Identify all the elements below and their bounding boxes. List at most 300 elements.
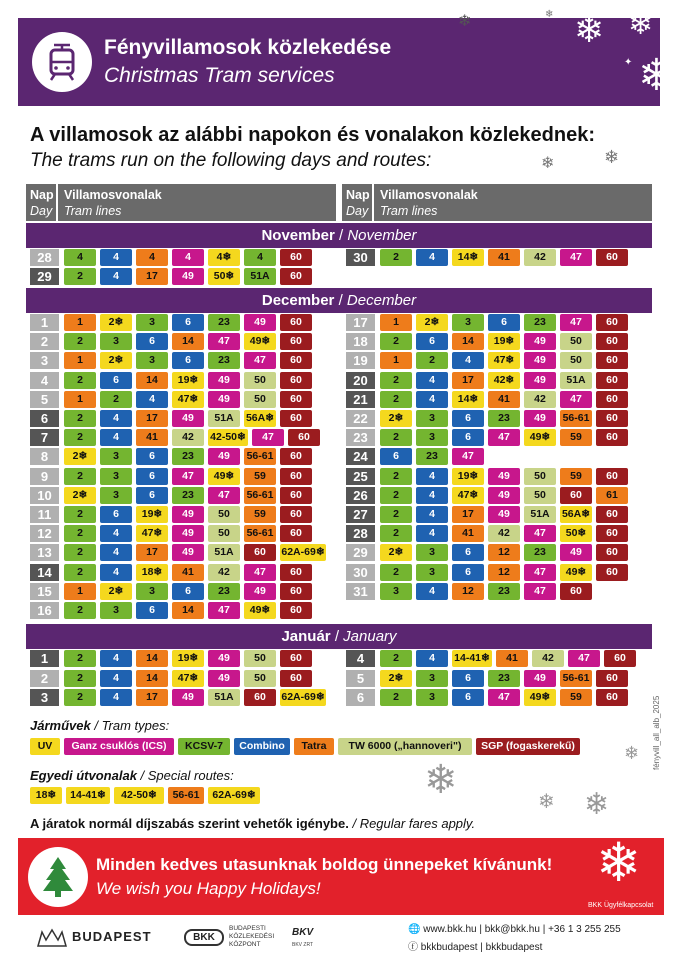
day-cell: 28: [30, 249, 59, 266]
line-tag: 60: [280, 602, 312, 619]
line-tag: 3: [100, 602, 132, 619]
line-tag: 2: [64, 670, 96, 687]
line-tag: 60: [280, 268, 312, 285]
line-tag: 4❄: [208, 249, 240, 266]
line-tag: 50: [560, 352, 592, 369]
line-tag: 2: [64, 333, 96, 350]
line-tag: 18❄: [136, 564, 168, 581]
line-tag: 6: [452, 564, 484, 581]
line-tag: 2❄: [64, 448, 96, 465]
special-route: 14-41❄: [66, 787, 110, 804]
line-tag: 2: [380, 333, 412, 350]
line-tag: 60: [280, 333, 312, 350]
day-cell: 26: [346, 487, 375, 504]
snowflake-icon: ❄: [584, 788, 610, 821]
line-tag: 51A: [524, 506, 556, 523]
line-tag: 1: [380, 352, 412, 369]
line-tag: 60: [280, 468, 312, 485]
day-cell: 16: [30, 602, 59, 619]
line-tag: 2: [416, 352, 448, 369]
line-tag: 56-61: [560, 670, 592, 687]
line-tag: 51A: [208, 689, 240, 706]
line-tag: 60: [596, 689, 628, 706]
line-tag: 4: [100, 429, 132, 446]
line-tag: 4: [136, 249, 168, 266]
line-tag: 2❄: [100, 583, 132, 600]
day-cell: 1: [30, 314, 59, 331]
line-tag: 42: [524, 391, 556, 408]
line-tag: 14: [172, 333, 204, 350]
line-tag: 23: [488, 583, 520, 600]
line-tag: 50: [208, 506, 240, 523]
line-tag: 49: [524, 372, 556, 389]
line-tag: 4: [416, 525, 448, 542]
line-tag: 1: [64, 314, 96, 331]
line-tag: 56-61: [560, 410, 592, 427]
line-tag: 50❄: [208, 268, 240, 285]
line-tag: 14❄: [452, 249, 484, 266]
line-tag: 59: [560, 689, 592, 706]
line-tag: 2❄: [380, 670, 412, 687]
day-cell: 18: [346, 333, 375, 350]
line-tag: 60: [280, 670, 312, 687]
line-tag: 60: [596, 391, 628, 408]
line-tag: 2: [380, 487, 412, 504]
col-lines-hu: Villamosvonalak: [380, 188, 478, 202]
line-tag: 4: [100, 410, 132, 427]
line-tag: 62A-69❄: [280, 544, 326, 561]
line-tag: 60: [596, 352, 628, 369]
svg-text:★: ★: [54, 859, 62, 866]
line-tag: 4: [64, 249, 96, 266]
line-tag: 60: [280, 506, 312, 523]
line-tag: 6: [136, 487, 168, 504]
line-tag: 4: [244, 249, 276, 266]
line-tag: 49: [172, 525, 204, 542]
line-tag: 49: [488, 487, 520, 504]
day-cell: 7: [30, 429, 59, 446]
legend-uv: UV: [30, 738, 60, 755]
line-tag: 47: [524, 525, 556, 542]
line-tag: 19❄: [488, 333, 520, 350]
line-tag: 2: [380, 564, 412, 581]
line-tag: 49❄: [524, 429, 556, 446]
line-tag: 4: [100, 650, 132, 667]
line-tag: 50: [244, 650, 276, 667]
line-tag: 47: [568, 650, 600, 667]
day-cell: 31: [346, 583, 375, 600]
line-tag: 47❄: [172, 391, 204, 408]
special-route: 62A-69❄: [208, 787, 260, 804]
day-cell: 29: [346, 544, 375, 561]
line-tag: 3: [416, 564, 448, 581]
footer: [0, 920, 678, 959]
line-tag: 60: [596, 506, 628, 523]
line-tag: 2: [100, 391, 132, 408]
line-tag: 50: [560, 333, 592, 350]
line-tag: 4: [416, 487, 448, 504]
line-tag: 2: [64, 468, 96, 485]
line-tag: 59: [560, 468, 592, 485]
line-tag: 23: [488, 410, 520, 427]
line-tag: 47: [244, 564, 276, 581]
line-tag: 3: [380, 583, 412, 600]
line-tag: 49: [172, 268, 204, 285]
line-tag: 47: [524, 583, 556, 600]
line-tag: 19❄: [172, 372, 204, 389]
snowflake-icon: ❄: [638, 51, 675, 100]
line-tag: 19❄: [172, 650, 204, 667]
day-cell: 13: [30, 544, 59, 561]
day-cell: 28: [346, 525, 375, 542]
line-tag: 6: [136, 333, 168, 350]
line-tag: 41: [496, 650, 528, 667]
line-tag: 17: [136, 689, 168, 706]
day-cell: 19: [346, 352, 375, 369]
line-tag: 60: [280, 448, 312, 465]
tram-logo: [32, 32, 92, 92]
line-tag: 51A: [208, 544, 240, 561]
holiday-banner: [18, 833, 664, 915]
line-tag: 17: [136, 268, 168, 285]
col-lines-hu: Villamosvonalak: [64, 188, 162, 202]
line-tag: 49: [208, 670, 240, 687]
line-tag: 2: [380, 391, 412, 408]
day-cell: 8: [30, 448, 59, 465]
line-tag: 2: [64, 506, 96, 523]
line-tag: 60: [288, 429, 320, 446]
line-tag: 3: [100, 468, 132, 485]
line-tag: 49: [524, 670, 556, 687]
fares-note: A járatok normál díjszabás szerint vehetők igénybe. / Regular fares apply.: [30, 816, 476, 831]
line-tag: 2: [64, 268, 96, 285]
day-cell: 3: [30, 689, 59, 706]
month-bar-december: December / December: [26, 288, 652, 313]
line-tag: 4: [100, 525, 132, 542]
snowflake-icon: ❄: [541, 155, 555, 172]
line-tag: 47❄: [172, 670, 204, 687]
line-tag: 2: [380, 506, 412, 523]
col-nap: Nap: [346, 188, 370, 202]
line-tag: 49: [208, 391, 240, 408]
line-tag: 51A: [560, 372, 592, 389]
day-cell: 14: [30, 564, 59, 581]
legend-combino: Combino: [234, 738, 290, 755]
day-cell: 20: [346, 372, 375, 389]
line-tag: 60: [596, 429, 628, 446]
line-tag: 6: [136, 448, 168, 465]
line-tag: 42: [524, 249, 556, 266]
line-tag: 17: [136, 544, 168, 561]
line-tag: 2: [64, 650, 96, 667]
line-tag: 50: [208, 525, 240, 542]
snowflake-icon: ❄: [538, 791, 555, 813]
line-tag: 2: [380, 429, 412, 446]
tree-logo: [28, 847, 88, 907]
line-tag: 60: [596, 333, 628, 350]
line-tag: 60: [280, 487, 312, 504]
line-tag: 23: [208, 352, 240, 369]
line-tag: 2: [380, 650, 412, 667]
line-tag: 41: [172, 564, 204, 581]
line-tag: 47: [488, 429, 520, 446]
line-tag: 42: [532, 650, 564, 667]
line-tag: 50: [244, 372, 276, 389]
line-tag: 4: [136, 391, 168, 408]
intro-en: The trams run on the following days and routes:: [30, 150, 432, 171]
day-cell: 30: [346, 249, 375, 266]
line-tag: 6: [452, 429, 484, 446]
day-cell: 29: [30, 268, 59, 285]
line-tag: 12: [488, 564, 520, 581]
day-cell: 6: [346, 689, 375, 706]
holiday-hu: Minden kedves utasunknak boldog ünnepeket kívánunk!: [96, 855, 553, 874]
line-tag: 6: [416, 333, 448, 350]
day-cell: 5: [346, 670, 375, 687]
line-tag: 56-61: [244, 448, 276, 465]
line-tag: 47: [208, 333, 240, 350]
day-cell: 12: [30, 525, 59, 542]
line-tag: 4: [416, 391, 448, 408]
line-tag: 49: [208, 448, 240, 465]
line-tag: 17: [452, 372, 484, 389]
snowflake-icon: ❄: [624, 743, 640, 763]
line-tag: 4: [416, 650, 448, 667]
line-tag: 49: [172, 689, 204, 706]
col-lines-en: Tram lines: [380, 204, 438, 218]
line-tag: 3: [416, 544, 448, 561]
line-tag: 60: [280, 583, 312, 600]
line-tag: 23: [208, 314, 240, 331]
line-tag: 49: [524, 352, 556, 369]
line-tag: 60: [244, 544, 276, 561]
line-tag: 3: [136, 314, 168, 331]
line-tag: 2: [64, 410, 96, 427]
line-tag: 6: [380, 448, 412, 465]
day-cell: 21: [346, 391, 375, 408]
line-tag: 49: [244, 583, 276, 600]
day-cell: 1: [30, 650, 59, 667]
line-tag: 2❄: [100, 352, 132, 369]
line-tag: 47: [488, 689, 520, 706]
col-nap: Nap: [30, 188, 54, 202]
contact-line1: 🌐 www.bkk.hu | bkk@bkk.hu | +36 1 3 255 255: [408, 924, 621, 935]
line-tag: 60: [596, 314, 628, 331]
line-tag: 60: [596, 372, 628, 389]
line-tag: 60: [280, 314, 312, 331]
day-cell: 15: [30, 583, 59, 600]
line-tag: 3: [416, 670, 448, 687]
line-tag: 47: [252, 429, 284, 446]
line-tag: 49❄: [244, 333, 276, 350]
special-route: 42-50❄: [114, 787, 164, 804]
col-lines-en: Tram lines: [64, 204, 122, 218]
month-bar-november: November / November: [26, 223, 652, 248]
line-tag: 14: [172, 602, 204, 619]
line-tag: 6: [100, 372, 132, 389]
day-cell: 27: [346, 506, 375, 523]
contact-line2: ⓕ bkkbudapest | bkkbudapest: [408, 942, 543, 953]
line-tag: 60: [596, 564, 628, 581]
line-tag: 4: [416, 372, 448, 389]
line-tag: 60: [280, 372, 312, 389]
line-tag: 23: [172, 487, 204, 504]
bkk-text: BUDAPESTI KÖZLEKEDÉSI KÖZPONT: [229, 925, 275, 948]
line-tag: 3: [136, 583, 168, 600]
line-tag: 6: [452, 689, 484, 706]
line-tag: 60: [604, 650, 636, 667]
line-tag: 3: [452, 314, 484, 331]
line-tag: 47❄: [488, 352, 520, 369]
line-tag: 2: [64, 564, 96, 581]
line-tag: 19❄: [136, 506, 168, 523]
line-tag: 49: [524, 410, 556, 427]
line-tag: 3: [416, 429, 448, 446]
special-route: 56-61: [168, 787, 204, 804]
line-tag: 2❄: [380, 544, 412, 561]
special-route: 18❄: [30, 787, 62, 804]
line-tag: 47: [524, 564, 556, 581]
snowflake-icon: ❄: [545, 9, 554, 20]
day-cell: 11: [30, 506, 59, 523]
day-cell: 23: [346, 429, 375, 446]
christmas-tree-icon: [28, 847, 88, 907]
tram-icon: [32, 32, 92, 92]
line-tag: 3: [416, 689, 448, 706]
doc-code: fényvill_all_alb_2025: [652, 695, 661, 770]
line-tag: 6: [136, 602, 168, 619]
snowflake-icon: ❄: [574, 9, 605, 50]
line-tag: 2: [64, 429, 96, 446]
line-tag: 2: [64, 372, 96, 389]
line-tag: 2: [380, 525, 412, 542]
line-tag: 14❄: [452, 391, 484, 408]
line-tag: 61: [596, 487, 628, 504]
line-tag: 49: [208, 372, 240, 389]
line-tag: 14: [452, 333, 484, 350]
line-tag: 14-41❄: [452, 650, 492, 667]
legend-ganz: Ganz csuklós (ICS): [64, 738, 174, 755]
line-tag: 4: [416, 583, 448, 600]
snowflake-icon: ❄: [628, 8, 654, 41]
col-day: Day: [30, 204, 53, 218]
snowflake-icon: ❄: [596, 833, 642, 893]
line-tag: 59: [244, 506, 276, 523]
line-tag: 23: [524, 544, 556, 561]
line-tag: 60: [596, 525, 628, 542]
line-tag: 6: [172, 314, 204, 331]
line-tag: 47: [560, 314, 592, 331]
line-tag: 4: [100, 689, 132, 706]
line-tag: 1: [64, 583, 96, 600]
line-tag: 4: [100, 670, 132, 687]
line-tag: 47: [208, 487, 240, 504]
line-tag: 2❄: [64, 487, 96, 504]
line-tag: 4: [100, 268, 132, 285]
line-tag: 23: [488, 670, 520, 687]
line-tag: 2: [380, 249, 412, 266]
line-tag: 60: [280, 410, 312, 427]
line-tag: 49: [488, 468, 520, 485]
line-tag: 4: [100, 249, 132, 266]
line-tag: 49❄: [244, 602, 276, 619]
line-tag: 4: [172, 249, 204, 266]
line-tag: 4: [452, 352, 484, 369]
line-tag: 2: [64, 525, 96, 542]
line-tag: 41: [452, 525, 484, 542]
line-tag: 3: [100, 487, 132, 504]
line-tag: 14: [136, 372, 168, 389]
line-tag: 41: [488, 391, 520, 408]
line-tag: 59: [244, 468, 276, 485]
line-tag: 4: [416, 249, 448, 266]
line-tag: 47: [560, 249, 592, 266]
line-tag: 2: [64, 689, 96, 706]
line-tag: 49: [524, 333, 556, 350]
line-tag: 47: [452, 448, 484, 465]
line-tag: 42: [208, 564, 240, 581]
line-tag: 42❄: [488, 372, 520, 389]
special-title: Egyedi útvonalak / Special routes:: [30, 768, 234, 783]
line-tag: 2❄: [380, 410, 412, 427]
line-tag: 50: [524, 487, 556, 504]
line-tag: 49: [560, 544, 592, 561]
line-tag: 50❄: [560, 525, 592, 542]
line-tag: 2: [380, 468, 412, 485]
line-tag: 50: [244, 391, 276, 408]
line-tag: 4: [100, 544, 132, 561]
line-tag: 51A: [208, 410, 240, 427]
line-tag: 6: [100, 506, 132, 523]
line-tag: 47: [560, 391, 592, 408]
line-tag: 60: [596, 249, 628, 266]
line-tag: 14: [136, 650, 168, 667]
line-tag: 56A❄: [244, 410, 276, 427]
bkv-logo: BKV: [292, 927, 314, 938]
page-title: Fényvillamosok közlekedése: [104, 36, 392, 59]
line-tag: 2: [64, 602, 96, 619]
line-tag: 49: [488, 506, 520, 523]
line-tag: 59: [560, 429, 592, 446]
line-tag: 60: [280, 352, 312, 369]
line-tag: 47: [244, 352, 276, 369]
day-cell: 25: [346, 468, 375, 485]
day-cell: 2: [30, 333, 59, 350]
table-header-left: [26, 184, 336, 221]
line-tag: 49: [172, 506, 204, 523]
line-tag: 17: [452, 506, 484, 523]
budapest-crest-icon: [36, 928, 68, 948]
legend-sgp: SGP (fogaskerekű): [476, 738, 580, 755]
line-tag: 47: [208, 602, 240, 619]
day-cell: 22: [346, 410, 375, 427]
line-tag: 60: [280, 650, 312, 667]
line-tag: 6: [452, 670, 484, 687]
credit: BKK Ügyfélkapcsolat: [588, 902, 654, 909]
line-tag: 1: [64, 391, 96, 408]
line-tag: 51A: [244, 268, 276, 285]
line-tag: 42: [488, 525, 520, 542]
line-tag: 23: [416, 448, 448, 465]
line-tag: 60: [596, 670, 628, 687]
line-tag: 4: [416, 468, 448, 485]
day-cell: 17: [346, 314, 375, 331]
line-tag: 6: [172, 583, 204, 600]
day-cell: 4: [30, 372, 59, 389]
snowflake-icon: ❄: [604, 147, 620, 167]
snowflake-icon: ❄: [458, 13, 472, 30]
line-tag: 60: [596, 468, 628, 485]
